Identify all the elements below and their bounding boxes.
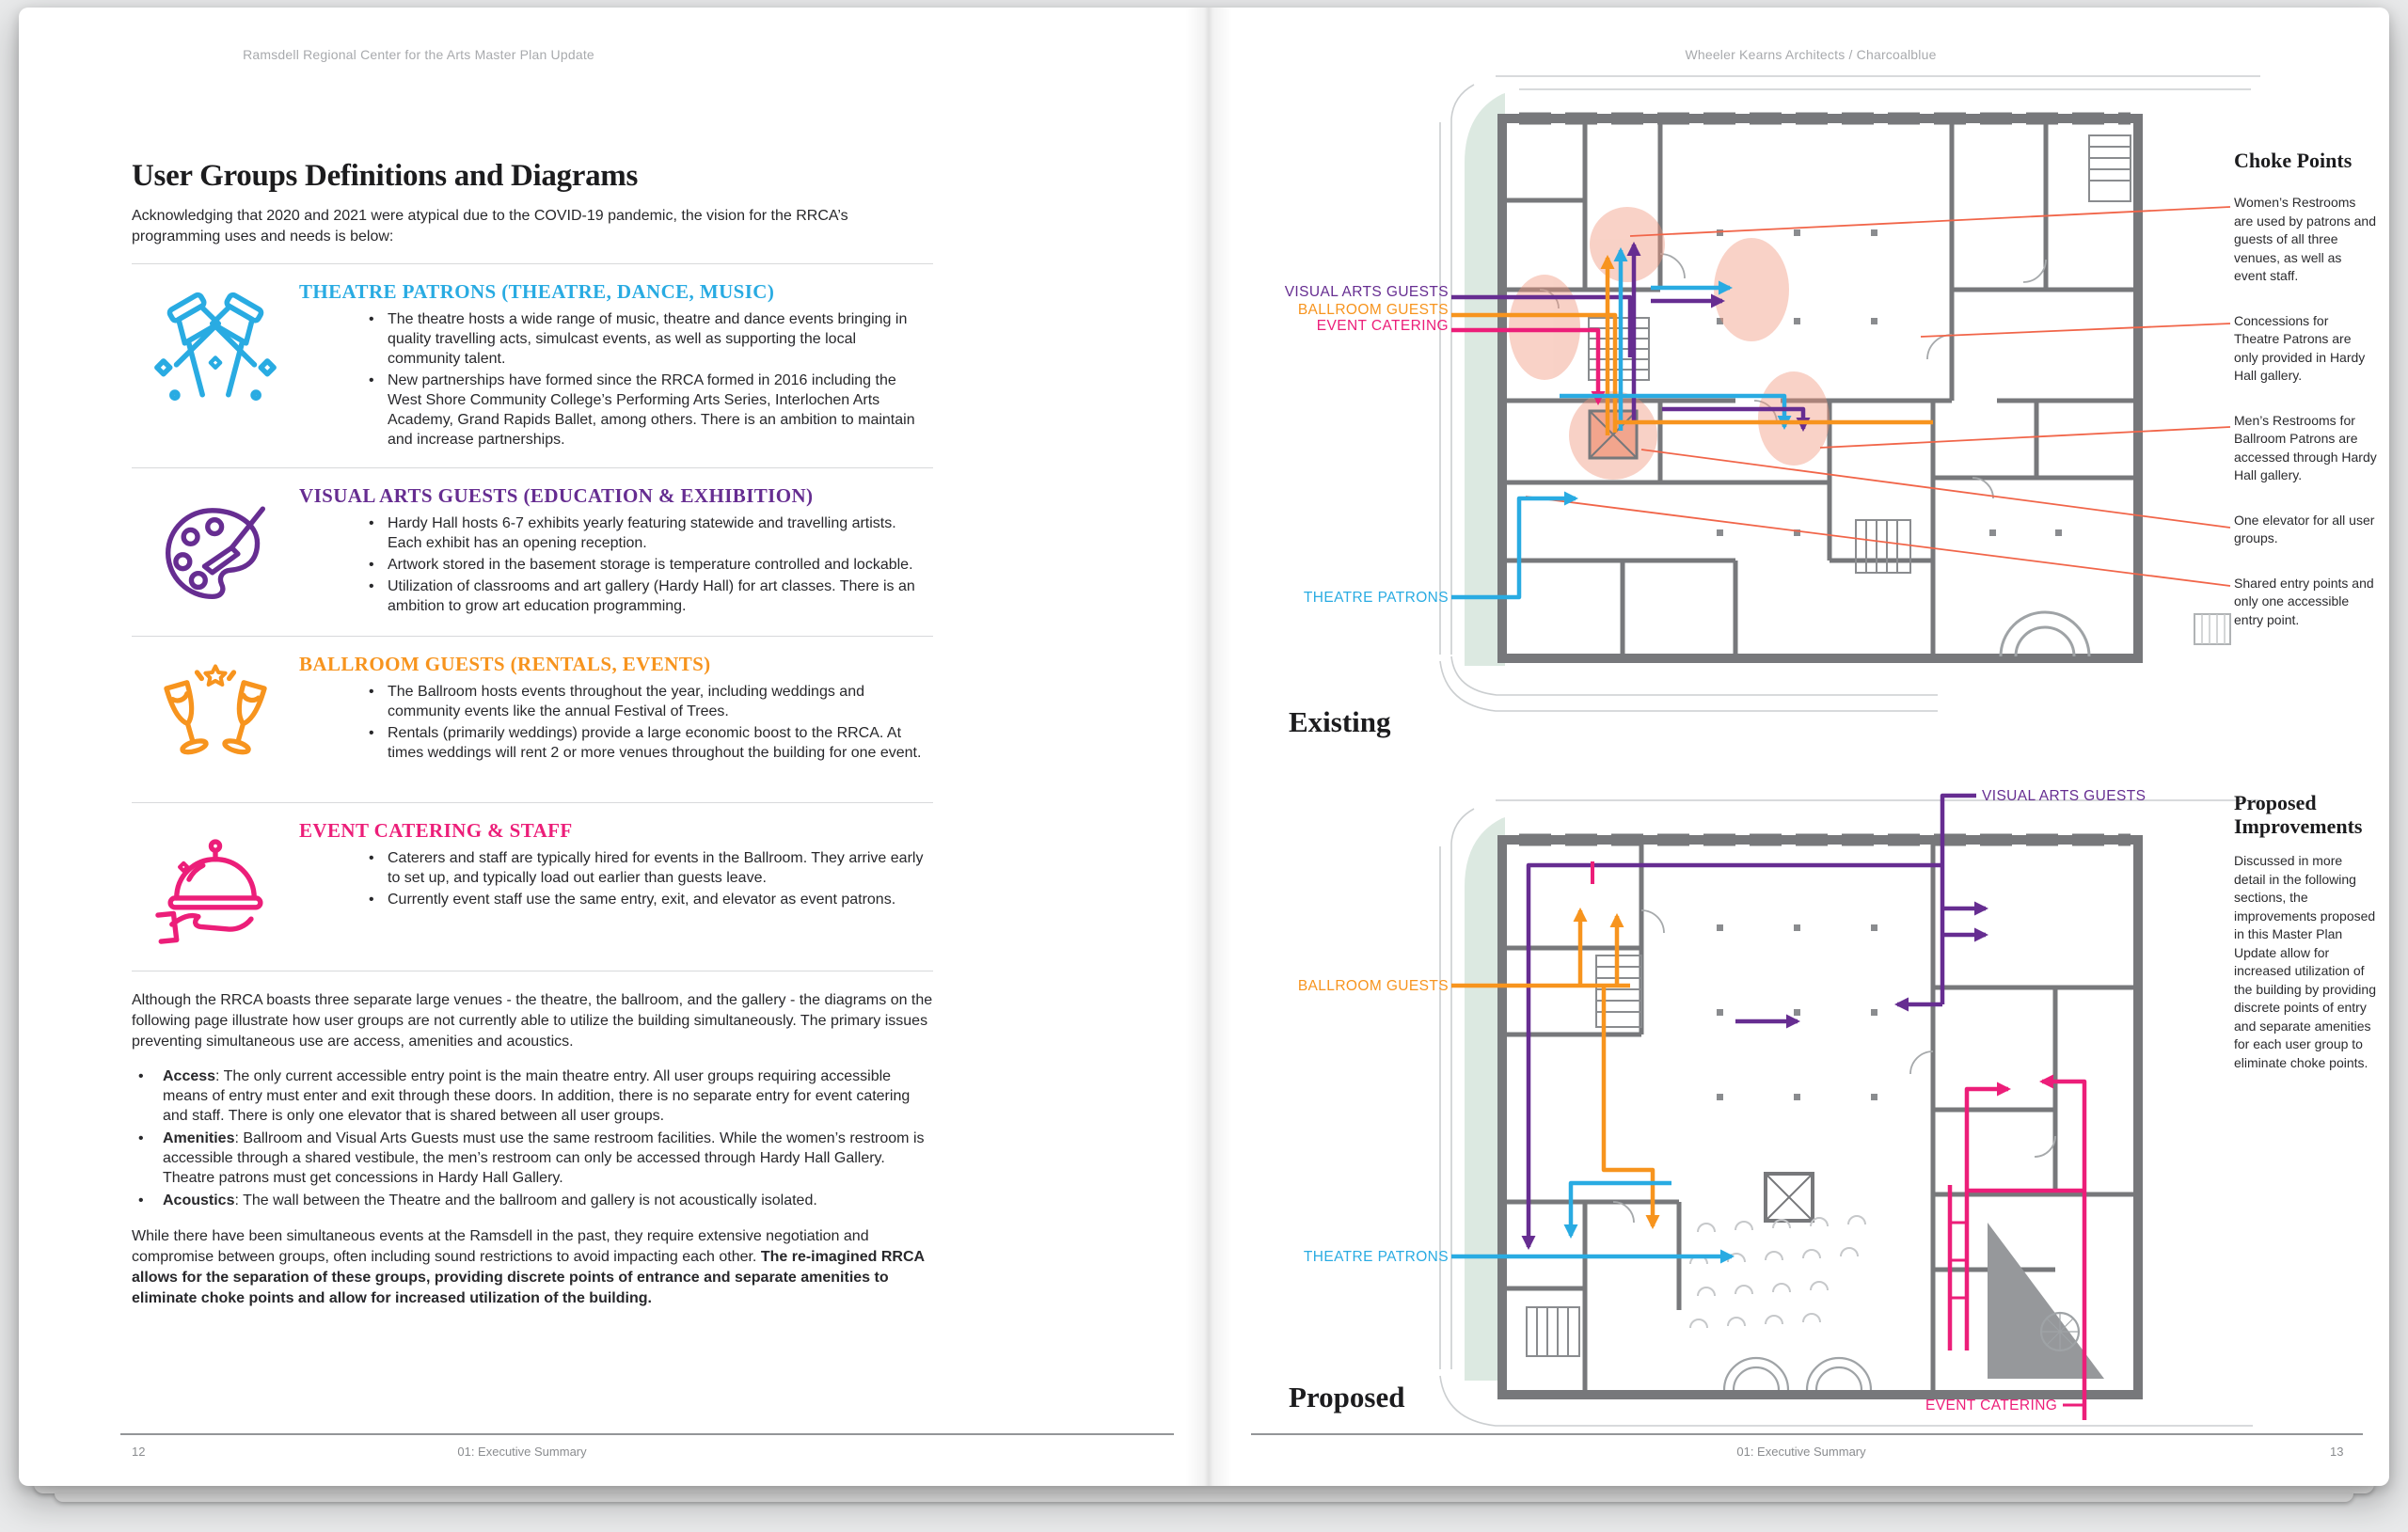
section-heading-theatre: THEATRE PATRONS (THEATRE, DANCE, MUSIC): [299, 280, 775, 303]
proposed-floor-plan: [1440, 796, 2260, 1426]
route-label-catering-existing: EVENT CATERING: [1316, 318, 1449, 334]
bullet-item: • Artwork stored in the basement storage is temperature controlled and lockable.: [363, 555, 931, 575]
bullet-item: • The theatre hosts a wide range of music, theatre and dance events bringing in quality travelling acts, simulcast events, as well as supporting the local community talent.: [363, 309, 931, 369]
section-body: [299, 653, 933, 786]
bullet-item: • Caterers and staff are typically hired for events in the Ballroom. They arrive early to set up, and typically load out earlier than guests leave.: [363, 848, 931, 888]
bullet-item: • New partnerships have formed since the RRCA formed in 2016 including the West Shore Community College’s Performing Arts Series, Interlochen Arts Academy, Grand Rapids Ballet, among others. There is an ambition to maintain and increase partnerships.: [363, 371, 931, 450]
route-label-theatre-proposed: THEATRE PATRONS: [1303, 1249, 1449, 1265]
page-number-right: 13: [2330, 1445, 2344, 1459]
section-heading-visual-arts: VISUAL ARTS GUESTS (EDUCATION & EXHIBITION): [299, 484, 814, 507]
book-page-stack-2: [55, 1493, 2353, 1502]
building-existing: [1502, 118, 2230, 658]
bullet-item: • The Ballroom hosts events throughout the year, including weddings and community events like the annual Festival of Trees.: [363, 682, 931, 721]
section-divider: [132, 802, 933, 803]
section-theatre-patrons: [132, 280, 933, 451]
route-label-theatre-existing: THEATRE PATRONS: [1303, 590, 1449, 606]
bullet-item: • Utilization of classrooms and art gallery (Hardy Hall) for art classes. There is an ambition to grow art education programming.: [363, 576, 931, 616]
bullet-item: • Currently event staff use the same entry, exit, and elevator as event patrons.: [363, 890, 931, 909]
footer-rule-right: [1251, 1433, 2363, 1435]
running-header-right: Wheeler Kearns Architects / Charcoalblue: [1685, 47, 1937, 62]
choke-note: Concessions for Theatre Patrons are only provided in Hardy Hall gallery.: [2234, 312, 2366, 383]
footer-section-left: 01: Executive Summary: [457, 1445, 587, 1459]
section-event-catering: [132, 819, 933, 955]
page-left: [19, 8, 1209, 1486]
section-body: [299, 280, 933, 451]
choke-note: Shared entry points and only one accessible entry point.: [2234, 575, 2374, 627]
choke-points-notes: [2234, 194, 2377, 655]
footer-section-right: 01: Executive Summary: [1736, 1445, 1866, 1459]
footer-rule-left: [120, 1433, 1174, 1435]
section-divider: [132, 636, 933, 637]
existing-caption: Existing: [1289, 705, 1391, 738]
spotlights-icon: [132, 280, 299, 451]
route-label-visual-arts-existing: VISUAL ARTS GUESTS: [1284, 284, 1449, 300]
issue-access: • Access: The only current accessible entry point is the main theatre entry. All user groups requiring accessible means of entry must enter and exit through these doors. In addition, there is no separate entry for event catering and staff. There is only one elevator that is shared between all user groups.: [132, 1066, 933, 1126]
champagne-icon: [132, 653, 299, 786]
section-divider: [132, 263, 933, 264]
issue-amenities: • Amenities: Ballroom and Visual Arts Guests must use the same restroom facilities. While the women’s restroom is accessible through a shared vestibule, the men’s restroom can only be accessed through Hardy Hall Gallery. Theatre patrons must get concessions in Hardy Hall Gallery.: [132, 1129, 933, 1188]
existing-floor-plan: [1440, 76, 2260, 711]
page-number-left: 12: [132, 1445, 146, 1459]
page-title: User Groups Definitions and Diagrams: [132, 159, 639, 193]
route-label-ballroom-proposed: BALLROOM GUESTS: [1297, 978, 1449, 994]
section-visual-arts-guests: [132, 484, 933, 620]
section-divider: [132, 467, 933, 468]
page-right: [1209, 8, 2389, 1486]
choke-note: One elevator for all user groups.: [2234, 512, 2375, 545]
issues-list: [132, 1066, 933, 1210]
document-spread: [19, 8, 2389, 1486]
left-page-content: [132, 158, 933, 1309]
choke-points-heading: Choke Points: [2234, 149, 2353, 172]
section-heading-ballroom: BALLROOM GUESTS (RENTALS, EVENTS): [299, 653, 711, 675]
choke-note: Women’s Restrooms are used by patrons and guests of all three venues, as well as event staff.: [2234, 195, 2376, 283]
route-label-visual-arts-proposed: VISUAL ARTS GUESTS: [1982, 788, 2147, 804]
building-proposed: [1502, 840, 2138, 1395]
section-ballroom-guests: [132, 653, 933, 786]
choke-note: Men’s Restrooms for Ballroom Patrons are accessed through Hardy Hall gallery.: [2234, 412, 2377, 482]
running-header-left: Ramsdell Regional Center for the Arts Master Plan Update: [243, 47, 594, 62]
closing-paragraph: While there have been simultaneous events at the Ramsdell in the past, they require extensive negotiation and compromise between groups, often including sound restrictions to avoid impacting each other. The re-imagined RRCA allows for the separation of these groups, providing discrete points of entrance and separate amenities to eliminate choke points and allow for increased utilization of the building.: [132, 1228, 925, 1306]
proposed-improvements-body: Discussed in more detail in the following sections, the improvements proposed in this Master Plan Update allow for increased utilization of the building by providing discrete points of entry and separate amenities for each user group to eliminate choke points.: [2234, 853, 2376, 1070]
bullet-item: • Hardy Hall hosts 6-7 exhibits yearly featuring statewide and travelling artists. Each exhibit has an opening reception.: [363, 513, 931, 553]
section-body: [299, 484, 933, 620]
section-body: [299, 819, 933, 955]
section-heading-catering: EVENT CATERING & STAFF: [299, 819, 573, 842]
intro-paragraph: Acknowledging that 2020 and 2021 were atypical due to the COVID-19 pandemic, the vision for the RRCA’s programming uses and needs is below:: [132, 208, 848, 245]
proposed-improvements-heading: Proposed Improvements: [2234, 791, 2363, 838]
route-label-catering-proposed: EVENT CATERING: [1925, 1398, 2058, 1414]
issue-acoustics: • Acoustics: The wall between the Theatre and the ballroom and gallery is not acoustically isolated.: [132, 1191, 933, 1210]
route-label-ballroom-existing: BALLROOM GUESTS: [1297, 302, 1449, 318]
palette-icon: [132, 484, 299, 620]
summary-paragraph: Although the RRCA boasts three separate large venues - the theatre, the ballroom, and the gallery - the diagrams on the following page illustrate how user groups are not currently able to utilize the building simultaneously. The primary issues preventing simultaneous use are access, amenities and acoustics.: [132, 992, 933, 1050]
catering-icon: [132, 819, 299, 955]
bullet-item: • Rentals (primarily weddings) provide a large economic boost to the RRCA. At times weddings will rent 2 or more venues throughout the building for one event.: [363, 723, 931, 763]
proposed-caption: Proposed: [1289, 1381, 1405, 1414]
